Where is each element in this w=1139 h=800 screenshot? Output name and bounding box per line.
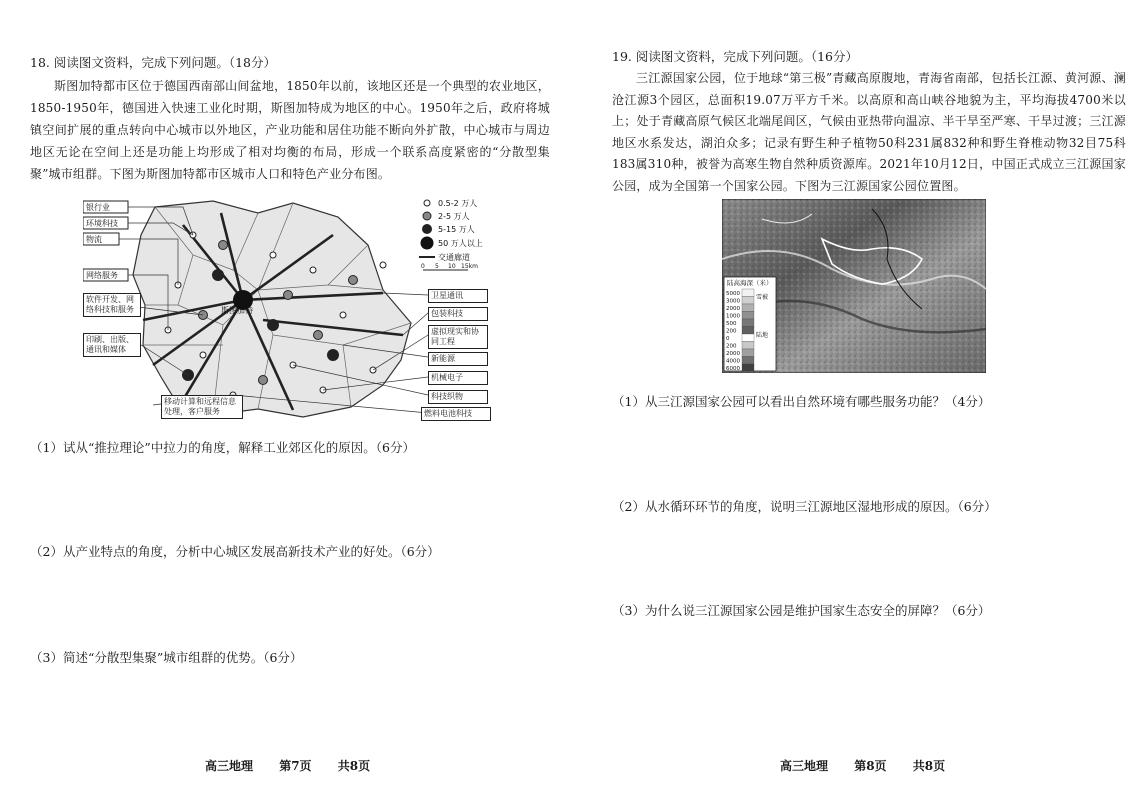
scale-15: 15km	[461, 263, 478, 270]
elev-swatch	[742, 327, 754, 335]
right-page	[570, 0, 1139, 800]
elev-label: 2000	[726, 306, 740, 312]
elev-label: 1000	[726, 313, 740, 320]
q18-sub1: （1）试从“推拉理论”中拉力的角度，解释工业郊区化的原因。（6分）	[30, 440, 415, 455]
industry-vr: 虚拟现实和协同工程	[428, 325, 488, 349]
legend-xlarge: 50 万人以上	[438, 239, 483, 248]
q19-sub2: （2）从水循环环节的角度，说明三江源地区湿地形成的原因。（6分）	[612, 499, 997, 514]
elev-swatch	[742, 334, 754, 342]
footer-total: 共8页	[912, 759, 946, 773]
industry-software: 软件开发、网络科技和服务	[83, 293, 141, 317]
industry-packaging: 包装科技	[428, 307, 488, 321]
elev-label: 5000	[726, 291, 740, 297]
industry-logistics: 物流	[86, 235, 102, 244]
stuttgart-map	[83, 195, 493, 425]
elev-label: 500	[726, 321, 737, 327]
q18-sub2: （2）从产业特点的角度，分析中心城区发展高新技术产业的好处。（6分）	[30, 544, 440, 559]
elev-swatch	[742, 289, 754, 297]
legend-corridor: 交通廊道	[438, 253, 470, 262]
legend-small: 0.5-2 万人	[438, 199, 478, 208]
stuttgart-map-svg	[83, 195, 493, 425]
footer-subject: 高三地理	[205, 759, 254, 773]
elev-label: 200	[726, 328, 737, 335]
footer-page: 第7页	[279, 759, 312, 773]
sanjiangyuan-map-svg	[722, 199, 986, 373]
elev-legend-title: 陆高海深（米）	[727, 279, 773, 287]
elev-label: 6000	[726, 366, 740, 372]
industry-mobile: 移动计算和远程信息处理，客户服务	[161, 395, 243, 419]
elev-swatch	[742, 349, 754, 357]
industry-banking: 银行业	[86, 203, 110, 212]
legend-large: 5-15 万人	[438, 225, 475, 234]
q19-text: 三江源国家公园，位于地球“第三极”青藏高原腹地，青海省南部，包括长江源、黄河源、澜沧江源3个园区，总面积19.07万平方千米。以高原和高山峡谷地貌为主，平均海拔4700米以上；处于青藏高原气候区北端尾闾区，气候由亚热带向温凉、半干旱至严寒、干旱过渡；三江源地区水系发达，湖泊众多；记录有野生种子植物50科231属832种和野生脊椎动物32目75科183属310种，被誉为高寒生物自然种质资源库。2021年10月12日，中国正式成立三江源国家公园，成为全国第一个国家公园。下图为三江源国家公园位置图。	[612, 71, 1126, 193]
industry-printing: 印刷、出版、通讯和媒体	[83, 333, 141, 357]
snow-label: 雪被	[756, 294, 769, 301]
elev-swatch	[742, 304, 754, 312]
footer-subject: 高三地理	[780, 759, 829, 773]
industry-satellite: 卫星通讯	[428, 289, 488, 303]
q18-title: 18. 阅读图文资料，完成下列问题。（18分）	[30, 55, 277, 70]
q18-text: 斯图加特都市区位于德国西南部山间盆地，1850年以前，该地区还是一个典型的农业地区，1850-1950年，德国进入快速工业化时期，斯图加特成为地区的中心。1950年之后，政府将城镇空间扩展的重点转向中心城市以外地区，产业功能和居住功能不断向外扩散，中心城市与周边地区无论在空间上还是功能上均形成了相对均衡的布局，形成一个联系高度紧密的“分散型集聚”城市组群。下图为斯图加特都市区城市人口和特色产业分布图。	[30, 79, 550, 181]
elev-swatch	[742, 297, 754, 305]
elev-swatch	[742, 364, 754, 372]
sanjiangyuan-map	[722, 199, 986, 373]
elev-swatch	[742, 342, 754, 350]
industry-env-tech: 环境科技	[86, 219, 118, 228]
q19-sub1: （1）从三江源国家公园可以看出自然环境有哪些服务功能？（4分）	[612, 394, 991, 409]
footer-right	[780, 757, 967, 774]
land-label: 陆地	[756, 332, 769, 339]
scale-10: 10	[448, 263, 456, 270]
industry-network: 网络服务	[86, 271, 118, 280]
elev-swatch	[742, 357, 754, 365]
elev-label: 0	[726, 336, 730, 342]
elev-label: 4000	[726, 358, 740, 365]
industry-mechatronics: 机械电子	[428, 371, 488, 385]
legend-medium: 2-5 万人	[438, 212, 470, 221]
elev-label: 200	[726, 343, 737, 350]
map-legend	[419, 198, 483, 270]
elev-swatch	[742, 319, 754, 327]
footer-total: 共8页	[337, 759, 371, 773]
industry-fuel-cell: 燃料电池科技	[421, 407, 491, 421]
industry-textile: 科技织物	[428, 390, 488, 404]
elev-label: 2000	[726, 351, 740, 357]
scale-5: 5	[435, 263, 439, 270]
elev-swatch	[742, 312, 754, 320]
scale-0: 0	[421, 263, 425, 270]
city-label: 斯图加特	[221, 306, 253, 315]
elev-label: 3000	[726, 298, 740, 305]
q18-sub3: （3）简述“分散型集聚”城市组群的优势。（6分）	[30, 650, 303, 665]
industry-new-energy: 新能源	[428, 352, 488, 366]
q19-title: 19. 阅读图文资料，完成下列问题。（16分）	[612, 49, 859, 64]
q19-sub3: （3）为什么说三江源国家公园是维护国家生态安全的屏障？（6分）	[612, 603, 991, 618]
footer-page: 第8页	[854, 759, 887, 773]
footer-left	[205, 757, 392, 774]
